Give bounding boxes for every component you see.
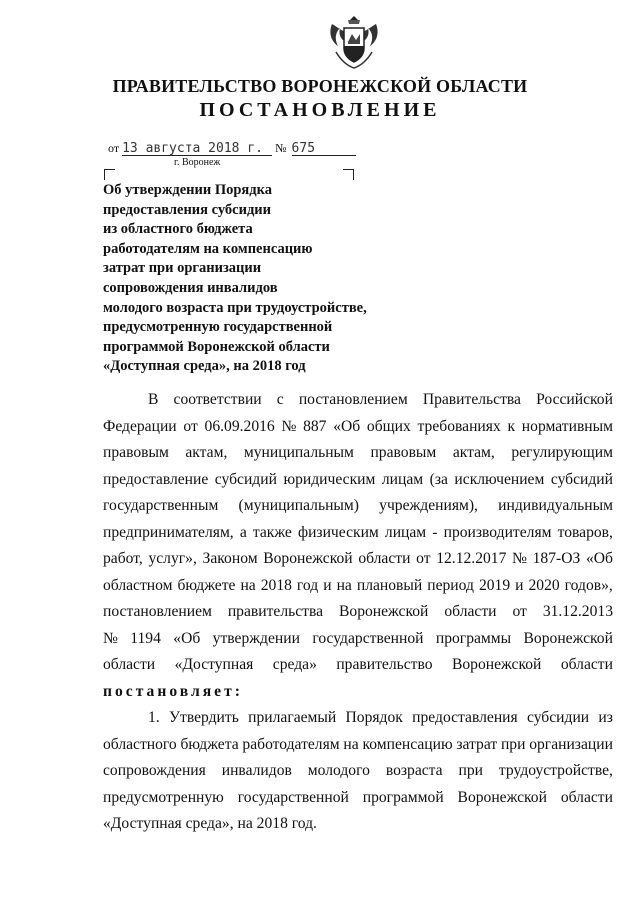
word: соответствии: [173, 391, 262, 408]
body-line: [103, 573, 613, 600]
word: от: [183, 417, 198, 435]
subject-line: работодателям на компенсацию: [103, 240, 313, 257]
coat-of-arms-icon: [326, 12, 382, 70]
word: Воронежской: [339, 603, 429, 620]
word: общих: [366, 417, 411, 435]
body-line: [103, 440, 613, 467]
word: области: [444, 603, 497, 620]
word: «Доступная: [174, 656, 254, 673]
word: 1.: [148, 709, 160, 726]
body-line: [103, 732, 613, 759]
word: муниципальным: [243, 444, 354, 461]
word: субсидии: [527, 709, 590, 726]
word: Порядок: [345, 709, 403, 726]
date-line: [108, 141, 356, 156]
body-line: [103, 599, 613, 626]
word: от: [416, 550, 431, 567]
word: Воронежской: [451, 656, 542, 673]
word: сопровождения: [103, 762, 206, 779]
word: производителям: [443, 523, 552, 541]
word: Утвердить: [168, 709, 239, 726]
document-type: ПОСТАНОВЛЕНИЕ: [199, 99, 441, 121]
word: бюджета: [180, 735, 239, 753]
word: государственной: [237, 788, 349, 806]
word: (муниципальным): [238, 497, 359, 514]
word: 2019: [478, 576, 511, 594]
word: лицам: [381, 470, 424, 488]
word: юридическим: [283, 470, 376, 488]
word: среда»: [272, 656, 317, 673]
body-line: [103, 785, 613, 812]
word: 2020: [528, 576, 560, 594]
word: из: [598, 709, 613, 726]
word: областном: [103, 576, 173, 594]
subject-line: из областного бюджета: [103, 221, 253, 238]
word: Воронежской: [263, 550, 353, 567]
word: исключением: [454, 470, 545, 488]
word: а: [239, 523, 247, 541]
word: 887: [303, 417, 327, 435]
word: к: [507, 417, 516, 435]
word: государственным: [103, 497, 219, 514]
subject-line: затрат при организации: [103, 260, 262, 277]
word: компенсацию: [362, 735, 453, 753]
date-prefix: от: [108, 141, 120, 155]
word: предоставления: [412, 709, 518, 726]
word: постановлением: [298, 391, 408, 408]
word: №: [281, 417, 297, 435]
body-line: [103, 467, 613, 494]
word: требованиях: [417, 417, 501, 435]
body-line: [103, 626, 613, 653]
word: товаров,: [557, 523, 613, 541]
document-subject: [103, 181, 403, 377]
word: субсидий: [550, 470, 613, 488]
word: «Об: [333, 417, 361, 435]
word: от: [512, 603, 527, 620]
word: правовым: [370, 444, 437, 461]
government-title: ПРАВИТЕЛЬСТВО ВОРОНЕЖСКОЙ ОБЛАСТИ: [112, 76, 528, 96]
word: регулирующим: [511, 444, 613, 461]
word: прилагаемый: [248, 709, 337, 726]
body-line: [103, 652, 613, 679]
word: Федерации: [103, 417, 177, 435]
word: бюджете: [177, 576, 236, 594]
word: и: [515, 576, 524, 594]
word: трудоустройстве,: [498, 762, 613, 779]
body-line: [103, 546, 613, 573]
subject-line: предусмотренную государственной: [103, 319, 333, 336]
subject-line: Об утверждении Порядка: [103, 182, 272, 198]
word: утверждении: [212, 629, 300, 647]
word: 2018: [260, 576, 292, 594]
word: и: [323, 576, 332, 594]
word: правительства: [227, 603, 324, 620]
word: плановый: [356, 576, 423, 594]
word: Воронежской: [457, 788, 547, 806]
word: 1194: [130, 629, 161, 647]
word: Законом: [202, 550, 258, 567]
body-line: [103, 758, 613, 785]
word: лицам: [384, 523, 427, 541]
word: нормативным: [521, 417, 613, 435]
word: программой: [362, 788, 444, 806]
body-line: [103, 493, 613, 520]
word: 12.12.2017: [436, 550, 507, 567]
word: работ,: [103, 550, 143, 567]
word: -: [432, 523, 438, 541]
word: области: [103, 656, 156, 673]
word: на: [336, 576, 352, 594]
word: актам,: [185, 444, 228, 461]
subject-line: предоставления субсидии: [103, 201, 272, 218]
bracket-corner-right: [343, 169, 354, 180]
word: предоставление: [103, 470, 209, 488]
word: государственной: [312, 629, 424, 647]
word: области: [358, 550, 411, 567]
word: области: [560, 788, 613, 806]
word: период: [427, 576, 474, 594]
subject-line: молодого возраста при трудоустройстве,: [103, 299, 367, 316]
subject-line: программой Воронежской области: [103, 338, 330, 355]
word: затрат: [456, 735, 498, 753]
word: организации: [529, 735, 613, 753]
word: Правительства: [422, 391, 521, 408]
word: Российской: [536, 391, 613, 408]
word: годов»,: [564, 576, 613, 594]
word: с: [276, 391, 284, 408]
body-line: [103, 387, 613, 414]
subject-line: сопровождения инвалидов: [103, 279, 278, 296]
word: предпринимателям,: [103, 523, 234, 541]
word: правовым: [103, 444, 169, 461]
word: на: [343, 735, 359, 753]
word: работодателям: [242, 735, 340, 753]
body-line: [103, 705, 613, 732]
word: областного: [103, 735, 177, 753]
word: на: [240, 576, 256, 594]
bracket-corner-left: [104, 169, 115, 180]
city: г. Воронеж: [174, 157, 221, 168]
document-number: 675: [292, 142, 356, 156]
word: также: [252, 523, 292, 541]
word: год: [296, 576, 319, 594]
word: физическим: [297, 523, 379, 541]
body-line: «Доступная среда», на 2018 год.: [103, 815, 317, 832]
word: при: [500, 735, 526, 753]
word: программы: [435, 629, 512, 647]
number-label: №: [275, 141, 287, 155]
document-body: [103, 387, 613, 838]
word: субсидий: [214, 470, 277, 488]
word: молодого: [307, 762, 370, 779]
word: учреждениям),: [379, 497, 478, 514]
body-line: [103, 520, 613, 547]
word: индивидуальным: [498, 497, 613, 514]
body-line: [103, 414, 613, 441]
word: «Об: [585, 550, 613, 567]
document-date: 13 августа 2018 г.: [122, 142, 272, 156]
word: №: [103, 629, 118, 647]
word: «Об: [173, 629, 201, 647]
word: услуг»,: [148, 550, 197, 567]
word: при: [458, 762, 483, 779]
word: постановлением: [103, 603, 212, 620]
word: 31.12.2013: [542, 603, 613, 620]
word: В: [148, 391, 159, 408]
word: 187-ОЗ: [532, 550, 581, 567]
decree-word: постановляет:: [103, 682, 243, 700]
word: области: [560, 656, 613, 673]
word: (за: [429, 470, 448, 488]
subject-line: «Доступная среда», на 2018 год: [103, 358, 306, 375]
word: Воронежской: [523, 629, 613, 647]
word: правительство: [336, 656, 433, 673]
word: инвалидов: [221, 762, 292, 779]
word: предусмотренную: [103, 788, 224, 806]
word: возраста: [385, 762, 443, 779]
word: актам,: [452, 444, 495, 461]
word: 06.09.2016: [204, 417, 275, 435]
word: №: [512, 550, 527, 567]
